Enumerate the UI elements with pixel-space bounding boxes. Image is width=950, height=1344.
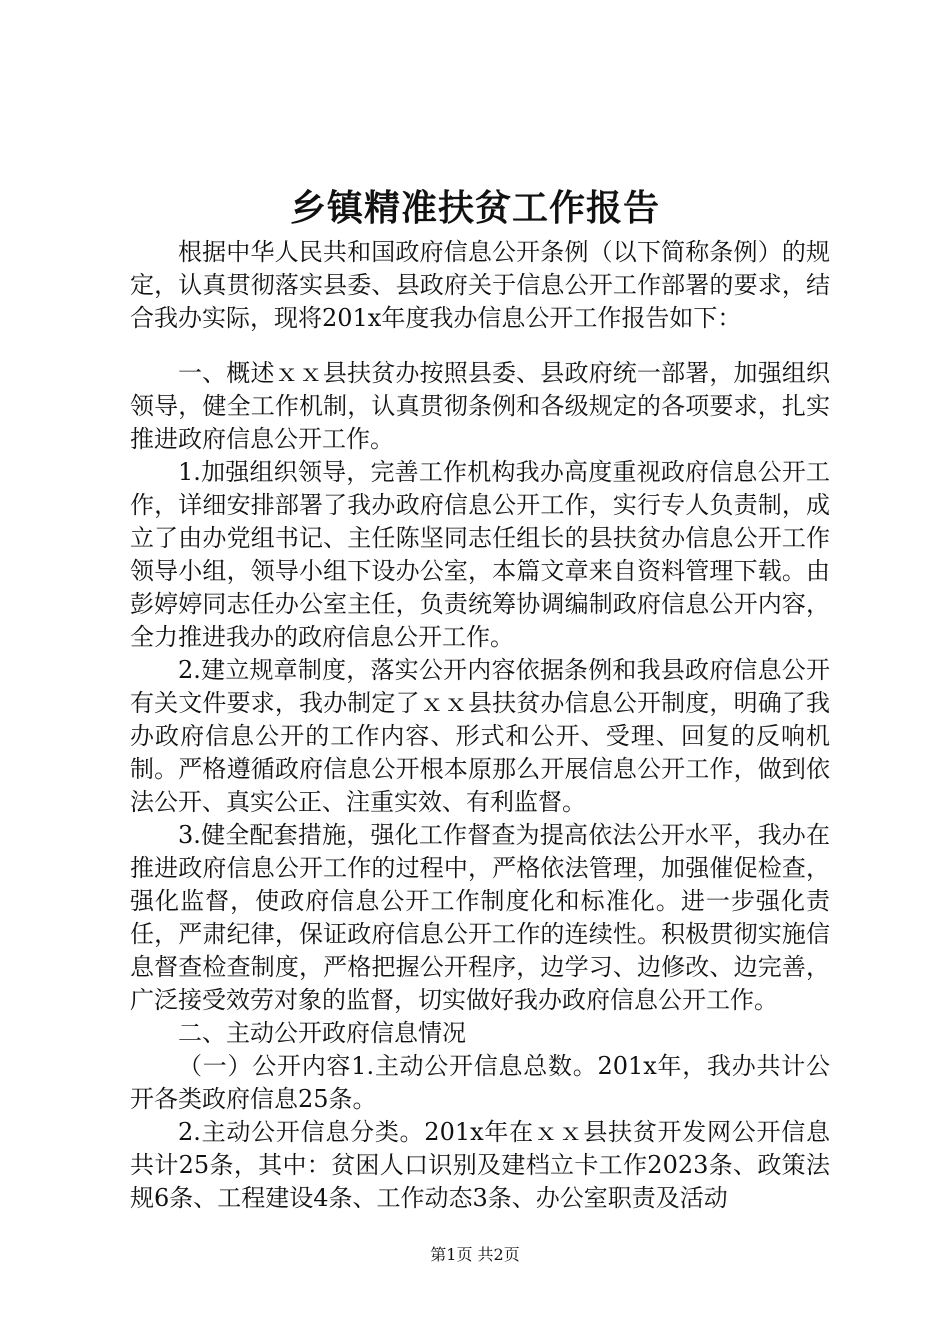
section-heading-2: 二、主动公开政府信息情况	[178, 1019, 466, 1047]
document-body	[130, 236, 830, 1215]
document-title: 乡镇精准扶贫工作报告	[289, 187, 660, 229]
page-number: 第1页 共2页	[430, 1245, 520, 1264]
paragraph-intro: 根据中华人民共和国政府信息公开条例（以下简称条例）的规定，认真贯彻落实县委、县政府关于信息公开工作部署的要求，结合我办实际，现将201x年度我办信息公开工作报告如下：	[130, 238, 830, 332]
paragraph-overview: 一、概述ｘｘ县扶贫办按照县委、县政府统一部署，加强组织领导，健全工作机制，认真贯彻条例和各级规定的各项要求，扎实推进政府信息公开工作。	[130, 359, 830, 453]
paragraph-content-2: 2.主动公开信息分类。201x年在ｘｘ县扶贫开发网公开信息共计25条，其中：贫困人口识别及建档立卡工作2023条、政策法规6条、工程建设4条、工作动态3条、办公室职责及活动	[130, 1118, 830, 1212]
paragraph-item-3: 3.健全配套措施，强化工作督查为提高依法公开水平，我办在推进政府信息公开工作的过程中，严格依法管理，加强催促检查，强化监督，使政府信息公开工作制度化和标准化。进一步强化责任，严肃纪律，保证政府信息公开工作的连续性。积极贯彻实施信息督查检查制度，严格把握公开程序，边学习、边修改、边完善，广泛接受效劳对象的监督，切实做好我办政府信息公开工作。	[130, 821, 830, 1014]
paragraph-item-1: 1.加强组织领导，完善工作机构我办高度重视政府信息公开工作，详细安排部署了我办政府信息公开工作，实行专人负责制，成立了由办党组书记、主任陈坚同志任组长的县扶贫办信息公开工作领导小组，领导小组下设办公室，本篇文章来自资料管理下载。由彭婷婷同志任办公室主任，负责统筹协调编制政府信息公开内容，全力推进我办的政府信息公开工作。	[130, 458, 830, 651]
paragraph-content-1: （一）公开内容1.主动公开信息总数。201x年，我办共计公开各类政府信息25条。	[130, 1052, 830, 1113]
paragraph-item-2: 2.建立规章制度，落实公开内容依据条例和我县政府信息公开有关文件要求，我办制定了ｘｘ县扶贫办信息公开制度，明确了我办政府信息公开的工作内容、形式和公开、受理、回复的反响机制。严格遵循政府信息公开根本原那么开展信息公开工作，做到依法公开、真实公正、注重实效、有利监督。	[130, 656, 830, 816]
